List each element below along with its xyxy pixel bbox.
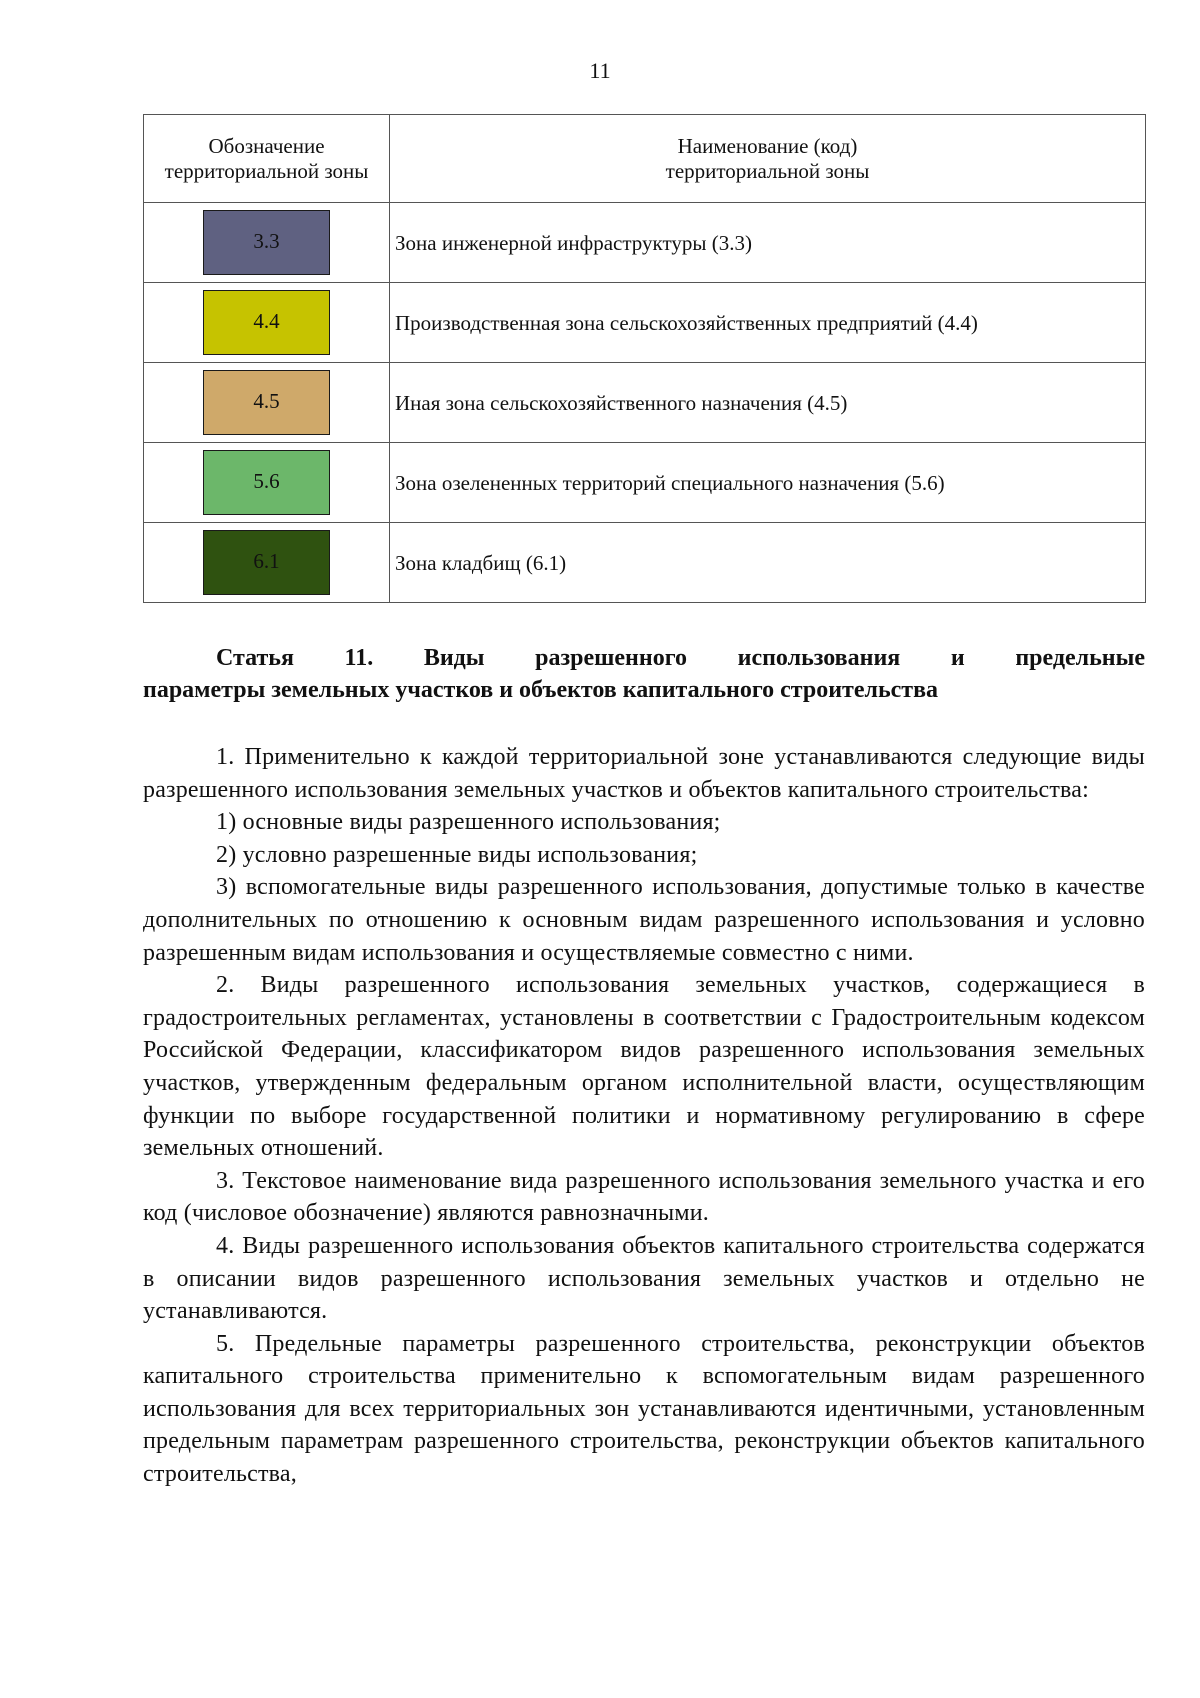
- article-body: [143, 741, 1145, 1491]
- paragraph: 1) основные виды разрешенного использования;: [216, 809, 721, 836]
- header-zone-name: [390, 115, 1146, 203]
- paragraph: 3. Текстовое наименование вида разрешенного использования земельного участка и его код (числовое обозначение) являются равнозначными.: [143, 1167, 1145, 1227]
- zone-color-swatch: 4.5: [203, 370, 330, 435]
- zone-name: Зона озелененных территорий специального назначения (5.6): [390, 443, 1146, 523]
- zone-marker-cell: [144, 283, 390, 363]
- zone-marker-cell: [144, 523, 390, 603]
- table-row: [144, 523, 1146, 603]
- table-row: [144, 363, 1146, 443]
- zone-color-swatch: 3.3: [203, 210, 330, 275]
- header-zone-name-line1: Наименование (код): [677, 133, 858, 158]
- zone-marker-cell: [144, 203, 390, 283]
- paragraph: 4. Виды разрешенного использования объектов капитального строительства содержатся в описании видов разрешенного использования земельных участков и отдельно не устанавливаются.: [143, 1232, 1145, 1325]
- zone-marker-cell: [144, 363, 390, 443]
- zone-color-swatch: 5.6: [203, 450, 330, 515]
- header-zone-name-line2: территориальной зоны: [665, 158, 870, 183]
- table-row: [144, 283, 1146, 363]
- page-number: 11: [589, 58, 611, 83]
- paragraph: 2) условно разрешенные виды использования;: [216, 841, 698, 868]
- article-title-line1: Статья 11. Виды разрешенного использования и предельные: [216, 645, 1145, 671]
- header-designation-text: Обозначение территориальной зоны: [164, 133, 369, 183]
- zone-color-swatch: 6.1: [203, 530, 330, 595]
- zones-legend-table: [143, 114, 1146, 603]
- article-title-line2: параметры земельных участков и объектов капитального строительства: [143, 677, 939, 703]
- article-title: [143, 642, 1145, 706]
- paragraph: 1. Применительно к каждой территориальной зоне устанавливаются следующие виды разрешенного использования земельных участков и объектов капитального строительства:: [143, 744, 1145, 803]
- zone-name: Иная зона сельскохозяйственного назначения (4.5): [390, 363, 1146, 443]
- table-header-row: [144, 115, 1146, 203]
- paragraph: 3) вспомогательные виды разрешенного использования, допустимые только в качестве дополнительных по отношению к основным видам разрешенного использования и условно разрешенным видам использования и осуществляемые совместно с ними.: [143, 874, 1145, 966]
- zone-name: Производственная зона сельскохозяйственных предприятий (4.4): [390, 283, 1146, 363]
- paragraph: 2. Виды разрешенного использования земельных участков, содержащиеся в градостроительных регламентах, установлены в соответствии с Градостроительным кодексом Российской Федерации, классификатором видов разрешенного использования земельных участков, утвержденным федеральным органом исполнительной власти, осуществляющим функции по выборе государственной политики и нормативному регулированию в сфере земельных отношений.: [143, 972, 1145, 1162]
- table-row: [144, 443, 1146, 523]
- zone-marker-cell: [144, 443, 390, 523]
- zone-name: Зона кладбищ (6.1): [390, 523, 1146, 603]
- zone-color-swatch: 4.4: [203, 290, 330, 355]
- header-designation: [144, 115, 390, 203]
- zone-name: Зона инженерной инфраструктуры (3.3): [390, 203, 1146, 283]
- paragraph: 5. Предельные параметры разрешенного строительства, реконструкции объектов капитального строительства применительно к вспомогательным видам разрешенного использования для всех территориальных зон устанавливаются идентичными, установленным предельным параметрам разрешенного строительства, реконструкции объектов капитального строительства,: [143, 1330, 1145, 1488]
- table-row: [144, 203, 1146, 283]
